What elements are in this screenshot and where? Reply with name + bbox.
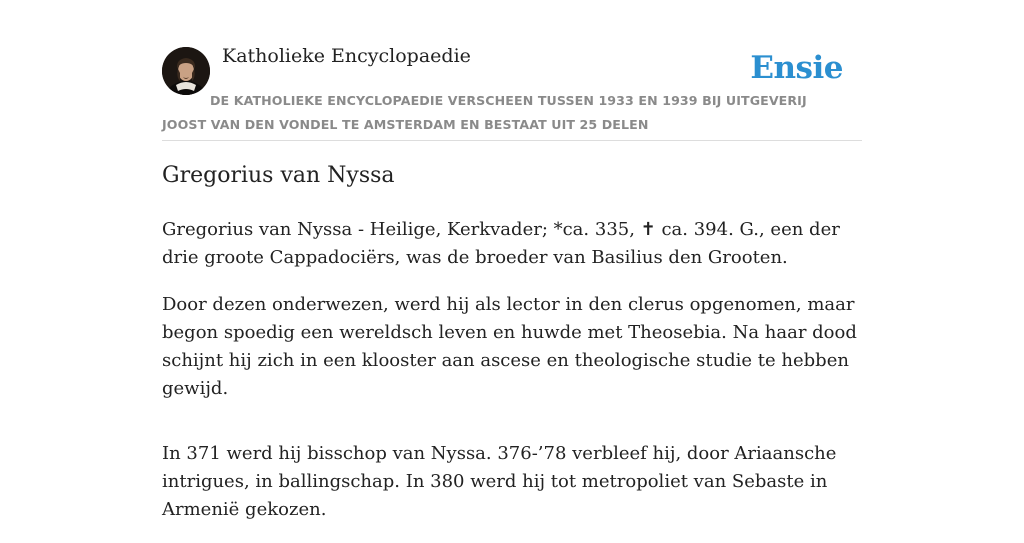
encyclopedia-avatar[interactable] [162,47,210,95]
site-title[interactable]: Katholieke Encyclopaedie [222,45,471,67]
site-subtitle: DE KATHOLIEKE ENCYCLOPAEDIE VERSCHEEN TUSSEN 1933 EN 1939 BIJ UITGEVERIJ JOOST VAN DEN VONDEL TE AMSTERDAM EN BESTAAT UIT 25 DELEN [162,93,807,132]
page-container [162,0,862,520]
article-paragraph: Door dezen onderwezen, werd hij als lector in den clerus opgenomen, maar begon spoedig een wereldsch leven en huwde met Theosebia. Na haar dood schijnt hij zich in een klooster aan ascese en theologische studie te hebben gewijd. [162,294,857,399]
article-paragraph: In 371 werd hij bisschop van Nyssa. 376-’78 verbleef hij, door Ariaansche intrigues, in ballingschap. In 380 werd hij tot metropoliet van Sebaste in Armenië gekozen. [162,443,837,520]
article-title: Gregorius van Nyssa [162,163,395,188]
ensie-logo[interactable]: Ensie [750,50,843,86]
article-body [162,216,862,543]
portrait-icon [162,47,210,95]
site-header [162,0,862,141]
article-paragraph: Gregorius van Nyssa - Heilige, Kerkvader; *ca. 335, ✝ ca. 394. G., een der drie groote Cappadociërs, was de broeder van Basilius den Grooten. [162,219,840,268]
